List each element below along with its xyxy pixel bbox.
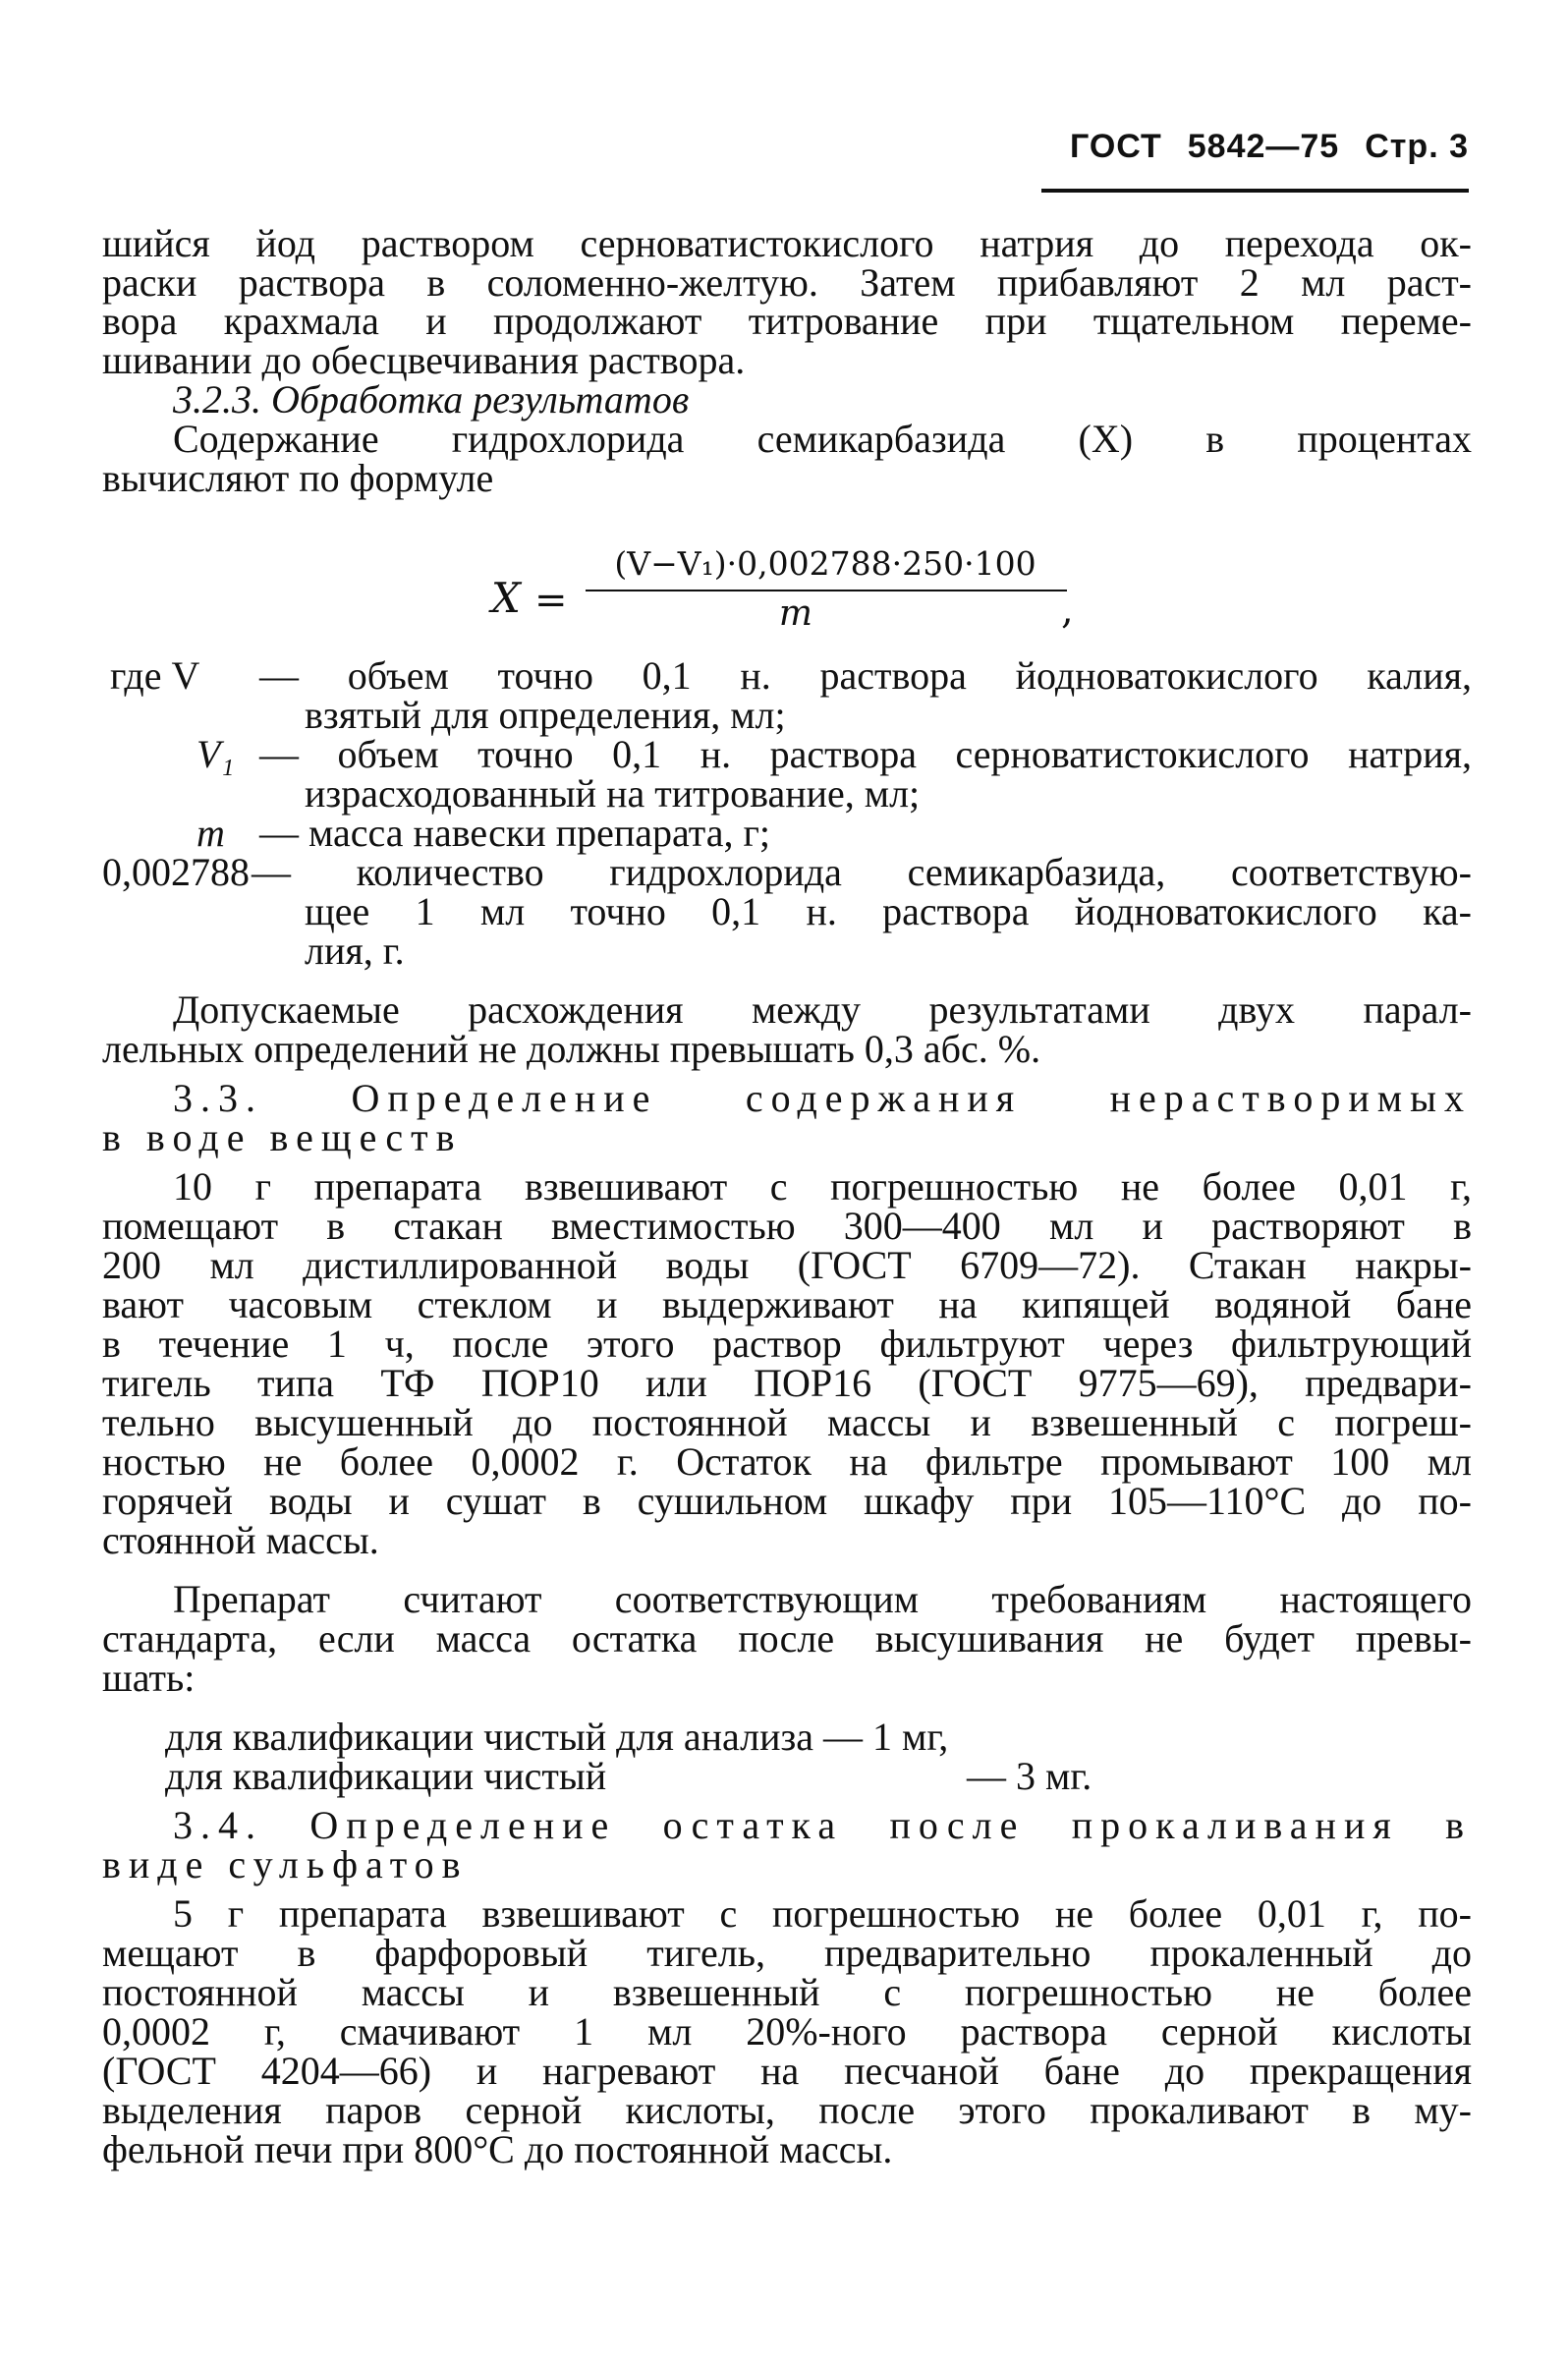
list-item-value: — 3 мг.: [967, 1754, 1092, 1798]
text-line: шать:: [102, 1656, 196, 1700]
text-line: вора крахмала и продолжают титрование при тщательном переме-: [102, 299, 1472, 343]
where-text: — объем точно 0,1 н. раствора йодноватокислого калия,: [259, 653, 1472, 698]
formula-lhs: X: [491, 574, 521, 622]
header-standard: ГОСТ: [1070, 128, 1162, 165]
where-text: — объем точно 0,1 н. раствора серноватистокислого натрия,: [259, 732, 1472, 776]
where-text: — масса навески препарата, г;: [259, 811, 770, 855]
text-line: лельных определений не должны превышать 0,3 абс. %.: [102, 1027, 1041, 1071]
formula-comma: ,: [1061, 588, 1074, 633]
text-line: шивании до обесцвечивания раствора.: [102, 338, 746, 382]
text-line: вают часовым стеклом и выдерживают на кипящей водяной бане: [102, 1282, 1472, 1326]
text-line: мещают в фарфоровый тигель, предварительно прокаленный до: [102, 1931, 1472, 1975]
where-text: израсходованный на титрование, мл;: [305, 771, 921, 816]
text-line: 5 г препарата взвешивают с погрешностью не более 0,01 г, по-: [173, 1891, 1472, 1936]
header-number: 5842—75: [1187, 128, 1340, 165]
text-line: тигель типа ТФ ПОР10 или ПОР16 (ГОСТ 9775—69), предвари-: [102, 1361, 1472, 1405]
text-line: Препарат считают соответствующим требованиям настоящего: [173, 1577, 1472, 1621]
text-line: 10 г препарата взвешивают с погрешностью не более 0,01 г,: [173, 1164, 1472, 1209]
where-label: где V: [110, 653, 200, 698]
text-line: фельной печи при 800°С до постоянной массы.: [102, 2127, 893, 2171]
where-text: взятый для определения, мл;: [305, 693, 786, 737]
text-line: 200 мл дистиллированной воды (ГОСТ 6709—72). Стакан накры-: [102, 1243, 1472, 1287]
header-page: Стр. 3: [1365, 128, 1469, 165]
text-line: раски раствора в соломенно-желтую. Затем прибавляют 2 мл раст-: [102, 260, 1472, 305]
text-line: стандарта, если масса остатка после высушивания не будет превы-: [102, 1616, 1472, 1660]
fraction-bar: [586, 590, 1067, 591]
text-line: шийся йод раствором серноватистокислого натрия до перехода ок-: [102, 221, 1472, 265]
text-line: 0,0002 г, смачивают 1 мл 20%-ного раствора серной кислоты: [102, 2009, 1472, 2054]
text-line: Допускаемые расхождения между результатами двух парал-: [173, 987, 1472, 1032]
text-line: (ГОСТ 4204—66) и нагревают на песчаной бане до прекращения: [102, 2049, 1472, 2093]
text-line: постоянной массы и взвешенный с погрешностью не более: [102, 1970, 1472, 2014]
page-header: [1041, 128, 1469, 193]
section-heading: в воде веществ: [102, 1115, 463, 1159]
where-text: щее 1 мл точно 0,1 н. раствора йодноватокислого ка-: [305, 889, 1472, 933]
text-line: выделения паров серной кислоты, после этого прокаливают в му-: [102, 2088, 1472, 2132]
text-line: стоянной массы.: [102, 1518, 379, 1562]
formula-equals: =: [534, 578, 568, 623]
list-item: для квалификации чистый: [165, 1754, 607, 1798]
text-line: тельно высушенный до постоянной массы и взвешенный с погреш-: [102, 1400, 1472, 1444]
text-line: горячей воды и сушат в сушильном шкафу при 105—110°С до по-: [102, 1479, 1472, 1523]
section-heading: 3.3. Определение содержания нерастворимых: [173, 1076, 1472, 1120]
where-label: m: [196, 811, 225, 855]
section-heading: 3.4. Определение остатка после прокаливания в: [173, 1803, 1472, 1847]
where-text: лия, г.: [305, 929, 405, 973]
where-label: 0,002788: [102, 850, 250, 894]
where-text: — количество гидрохлорида семикарбазида, соответствую-: [252, 850, 1472, 894]
formula: [491, 538, 1081, 647]
text-line: помещают в стакан вместимостью 300—400 мл и растворяют в: [102, 1204, 1472, 1248]
formula-denominator: m: [778, 593, 813, 634]
text-line: Содержание гидрохлорида семикарбазида (X) в процентах: [173, 417, 1472, 461]
text-line: ностью не более 0,0002 г. Остаток на фильтре промывают 100 мл: [102, 1439, 1472, 1484]
section-heading: 3.2.3. Обработка результатов: [173, 377, 690, 422]
text-line: в течение 1 ч, после этого раствор фильтруют через фильтрующий: [102, 1322, 1472, 1366]
where-label: V₁: [196, 732, 235, 776]
text-line: вычисляют по формуле: [102, 456, 494, 500]
formula-numerator: (V−V₁)·0,002788·250·100: [614, 544, 1036, 583]
list-item: для квалификации чистый для анализа — 1 мг,: [165, 1715, 949, 1759]
section-heading: виде сульфатов: [102, 1842, 469, 1886]
